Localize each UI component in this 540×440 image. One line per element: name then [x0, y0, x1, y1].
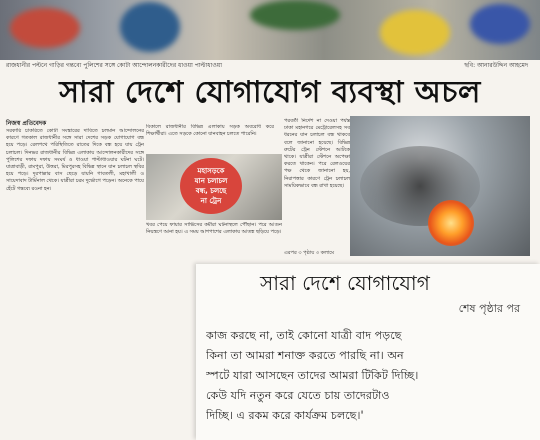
fire-photo [350, 116, 530, 256]
middle-photo [146, 154, 282, 220]
clipping-line: কাজ করছে না, তাই কোনো যাত্রী বাদ পড়ছে [206, 329, 402, 342]
photo-blob [250, 0, 340, 30]
continuation-clipping [196, 264, 540, 440]
article-column-2-bottom: খবর পেয়ে ফায়ার সার্ভিসের কর্মীরা ঘটনাস্থলে পৌঁছান। পরে আগুন নিয়ন্ত্রণে আনা হয়। এ সময় আশপাশের এলাকায় আতঙ্ক ছড়িয়ে পড়ে। [146, 222, 282, 236]
clipping-line: স্পটে যারা আসছেন তাদের আমরা টিকিট দিচ্ছি। [206, 369, 419, 382]
article-column-3: পরবর্তী নির্দেশ না দেওয়া পর্যন্ত ঢাকা মহানগরে মেট্রোরেলসহ সব ধরনের যান চলাচল বন্ধ থাকবে বলে জানানো হয়েছে। বিভিন্ন রুটের ট্রেন স্টেশনে আটকে থাকে। যাত্রীরা স্টেশনে অপেক্ষা করতে থাকেন। পরে রেলওয়ের পক্ষ থেকে জানানো হয়, নিরাপত্তার কারণে ট্রেন চলাচল সাময়িকভাবে বন্ধ রাখা হয়েছে। [284, 118, 350, 189]
badge-line: মহাসড়কে [197, 167, 225, 175]
article-column-2-top: বিকালে রাজধানীর বিভিন্ন এলাকায় সড়ক অবরোধ করে শিক্ষার্থীরা। এতে সড়কে কোনো যানবাহন চলতে পারেনি। [146, 124, 274, 138]
top-photo [0, 0, 540, 60]
photo-credit: ছবি: আনারউদ্দিন আহমেদ [464, 62, 528, 69]
continued-note: এরপর ৩ পৃষ্ঠায় ৩ কলামে [284, 250, 335, 256]
clipping-body [206, 326, 536, 426]
highlight-badge [180, 158, 242, 214]
clipping-line: কেউ যদি নতুন করে যেতে চায় তাদেরটাও [206, 389, 390, 402]
photo-caption-text: রাজধানীর পল্টনে গাড়ির গন্তব্যে পুলিশের সঙ্গে কোটা আন্দোলনকারীদের ধাওয়া পাল্টাধাওয়া [6, 62, 223, 69]
clipping-line: দিচ্ছি। এ রকম করে কার্যক্রম চলছে।' [206, 409, 364, 422]
badge-line: যান চলাচল [194, 177, 228, 185]
article-column-1: সরকারি চাকরিতে কোটা সংস্কারের দাবিতে চলমান আন্দোলনের কারণে গতকাল রাজধানীর সঙ্গে সারা দেশের সড়ক যোগাযোগ বন্ধ হয়ে পড়ে। রেলপথে পরিস্থিতিতে রাতের দিকে বন্ধ হয়ে যায় ট্রেন চলাচল। দিনভর রাজধানীর বিভিন্ন এলাকায় আন্দোলনকারীদের সঙ্গে পুলিশের দফায় দফায় সংঘর্ষ ও ধাওয়া পাল্টাধাওয়ার ঘটনা ঘটে। যাত্রাবাড়ী, রামপুরা, উত্তরা, মিরপুরসহ বিভিন্ন স্থানে যান চলাচল স্থবির হয়ে পড়ে। দূরপাল্লার বাস ছেড়ে যায়নি গাবতলী, মহাখালী ও সায়েদাবাদ টার্মিনাল থেকে। যাত্রীরা চরম দুর্ভোগে পড়েন। অনেকে পায়ে হেঁটে গন্তব্যে রওনা হন। [6, 128, 144, 192]
photo-blob [470, 4, 530, 44]
byline: নিজস্ব প্রতিবেদক [6, 120, 47, 127]
clipping-title: সারা দেশে যোগাযোগ [260, 271, 430, 295]
photo-blob [120, 2, 180, 52]
photo-blob [10, 8, 80, 48]
fire-shape [428, 200, 474, 246]
main-headline: সারা দেশে যোগাযোগ ব্যবস্থা অচল [59, 75, 481, 110]
clipping-subtitle: শেষ পৃষ্ঠার পর [458, 302, 520, 315]
photo-blob [380, 10, 450, 55]
badge-line: না ট্রেন [200, 197, 222, 205]
clipping-line: কিনা তা আমরা শনাক্ত করতে পারছি না। অন [206, 349, 404, 362]
badge-line: বন্ধ, চলছে [195, 187, 227, 195]
